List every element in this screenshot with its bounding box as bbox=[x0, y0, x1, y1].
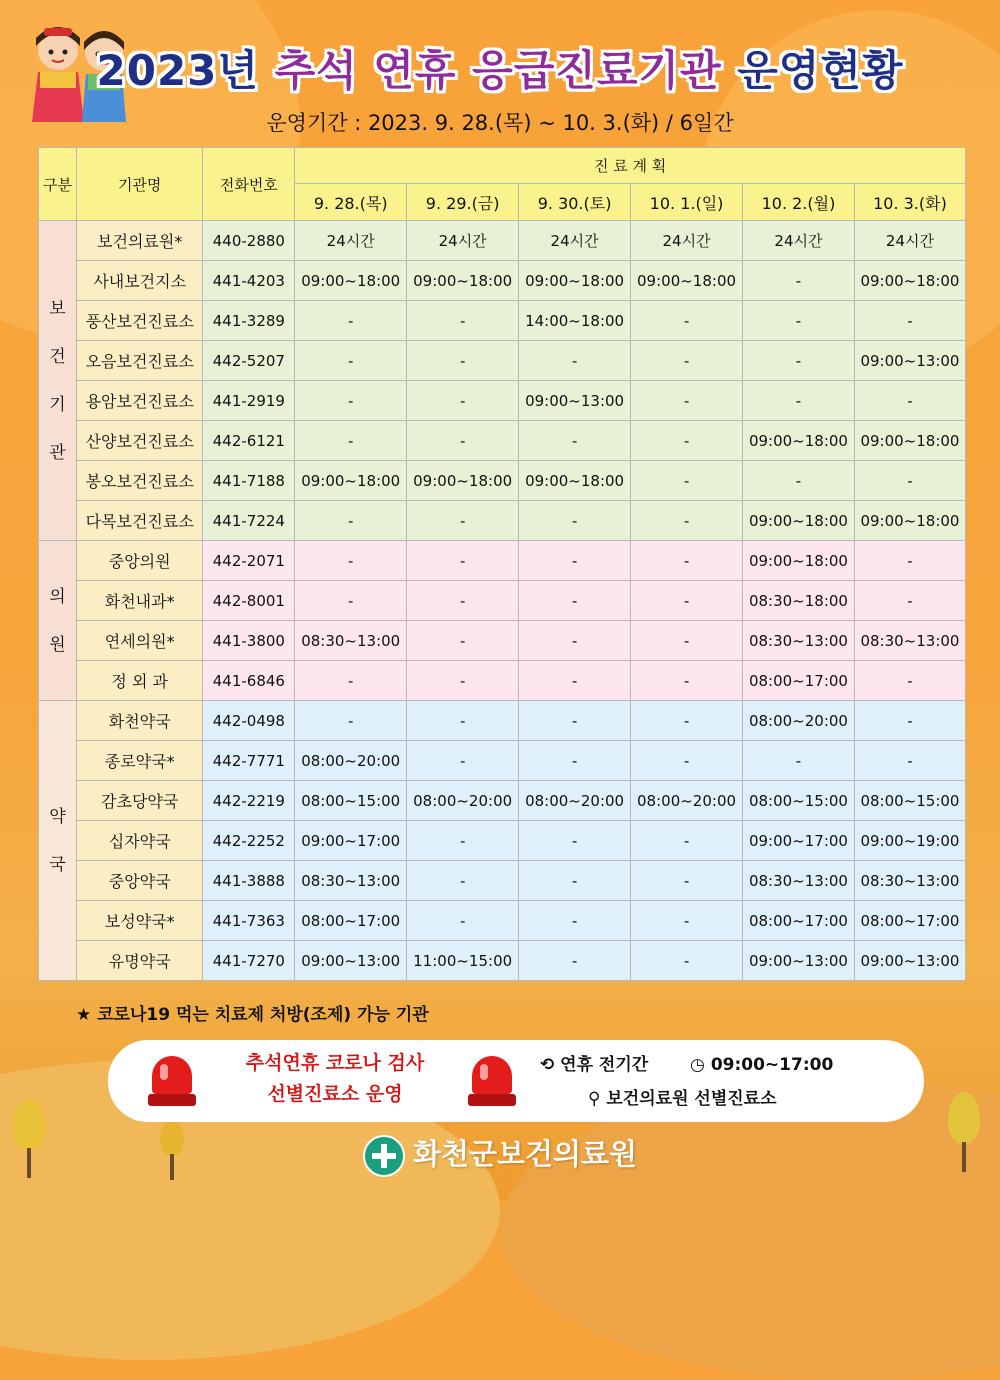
category-char: 국 bbox=[49, 854, 66, 875]
hours-cell: - bbox=[295, 421, 407, 461]
table-row bbox=[39, 461, 966, 501]
phone-number: 441-3888 bbox=[203, 861, 295, 901]
hours-cell: - bbox=[519, 661, 631, 701]
header-date: 10. 3.(화) bbox=[854, 184, 965, 221]
footer-org-name: 화천군보건의료원 bbox=[412, 1137, 638, 1171]
phone-number: 442-2252 bbox=[203, 821, 295, 861]
clock-icon: ◷ bbox=[690, 1055, 705, 1075]
institution-name: 화천약국 bbox=[76, 701, 203, 741]
banner-title-line1: 추석연휴 코로나 검사 bbox=[245, 1052, 425, 1074]
hours-cell: 24시간 bbox=[743, 221, 855, 261]
header-date: 9. 30.(토) bbox=[519, 184, 631, 221]
category-char: 약 bbox=[49, 806, 66, 827]
hill bbox=[500, 1080, 1000, 1380]
institution-name: 용암보건진료소 bbox=[76, 381, 203, 421]
hours-cell: - bbox=[743, 261, 855, 301]
institution-name: 산양보건진료소 bbox=[76, 421, 203, 461]
hours-cell: - bbox=[743, 381, 855, 421]
hours-cell: - bbox=[631, 941, 743, 981]
hours-cell: 08:30~13:00 bbox=[743, 621, 855, 661]
hours-cell: 08:00~17:00 bbox=[295, 901, 407, 941]
hours-cell: - bbox=[519, 541, 631, 581]
table-row bbox=[39, 221, 966, 261]
header-date: 10. 2.(월) bbox=[743, 184, 855, 221]
phone-number: 441-3289 bbox=[203, 301, 295, 341]
category-char: 기 bbox=[49, 394, 66, 415]
calendar-cycle-icon: ⟲ bbox=[540, 1055, 555, 1075]
hours-cell: 09:00~18:00 bbox=[295, 261, 407, 301]
table-row bbox=[39, 941, 966, 981]
hours-cell: - bbox=[631, 741, 743, 781]
hours-cell: 09:00~19:00 bbox=[854, 821, 965, 861]
hours-cell: 09:00~13:00 bbox=[743, 941, 855, 981]
hours-cell: - bbox=[631, 381, 743, 421]
institution-name: 화천내과* bbox=[76, 581, 203, 621]
hours-cell: 09:00~18:00 bbox=[743, 421, 855, 461]
category-cell bbox=[39, 701, 77, 981]
phone-number: 442-8001 bbox=[203, 581, 295, 621]
hours-cell: - bbox=[631, 501, 743, 541]
category-char: 건 bbox=[49, 346, 66, 367]
hours-cell: - bbox=[854, 581, 965, 621]
hours-cell: 09:00~18:00 bbox=[631, 261, 743, 301]
hours-cell: - bbox=[407, 741, 519, 781]
category-char: 원 bbox=[49, 634, 66, 655]
hours-cell: - bbox=[854, 461, 965, 501]
hours-cell: - bbox=[631, 541, 743, 581]
hours-cell: - bbox=[519, 581, 631, 621]
hours-cell: 08:30~13:00 bbox=[854, 621, 965, 661]
hours-cell: 09:00~18:00 bbox=[519, 461, 631, 501]
phone-number: 442-7771 bbox=[203, 741, 295, 781]
phone-number: 441-7188 bbox=[203, 461, 295, 501]
hours-cell: - bbox=[519, 901, 631, 941]
hours-cell: 08:00~20:00 bbox=[743, 701, 855, 741]
hours-cell: - bbox=[519, 621, 631, 661]
table-row bbox=[39, 581, 966, 621]
hours-cell: 08:00~15:00 bbox=[743, 781, 855, 821]
institution-name: 감초당약국 bbox=[76, 781, 203, 821]
hours-cell: - bbox=[631, 301, 743, 341]
phone-number: 441-7224 bbox=[203, 501, 295, 541]
hours-cell: - bbox=[743, 741, 855, 781]
hours-cell: 08:30~13:00 bbox=[295, 861, 407, 901]
header-phone: 전화번호 bbox=[203, 148, 295, 221]
institution-name: 풍산보건진료소 bbox=[76, 301, 203, 341]
hours-cell: - bbox=[407, 621, 519, 661]
header-plan: 진 료 계 획 bbox=[295, 148, 966, 184]
table-row bbox=[39, 421, 966, 461]
hours-cell: - bbox=[295, 341, 407, 381]
hours-cell: - bbox=[407, 861, 519, 901]
hours-cell: - bbox=[295, 501, 407, 541]
category-char: 보 bbox=[49, 298, 66, 319]
title-status: 운영현황 bbox=[737, 46, 904, 95]
hours-cell: - bbox=[743, 301, 855, 341]
institution-name: 종로약국* bbox=[76, 741, 203, 781]
hours-cell: 09:00~18:00 bbox=[743, 541, 855, 581]
hours-cell: - bbox=[519, 501, 631, 541]
hours-cell: - bbox=[854, 701, 965, 741]
map-pin-icon: ⚲ bbox=[588, 1089, 601, 1109]
hours-cell: 09:00~18:00 bbox=[743, 501, 855, 541]
banner-location: 보건의료원 선별진료소 bbox=[606, 1089, 777, 1109]
header-date: 9. 29.(금) bbox=[407, 184, 519, 221]
header-category: 구분 bbox=[39, 148, 77, 221]
page-title bbox=[0, 38, 1000, 98]
footer-org bbox=[0, 1132, 1000, 1177]
hours-cell: 08:00~17:00 bbox=[743, 901, 855, 941]
hours-cell: 24시간 bbox=[854, 221, 965, 261]
phone-number: 442-5207 bbox=[203, 341, 295, 381]
title-year: 2023년 bbox=[96, 46, 275, 95]
operation-period: 운영기간 : 2023. 9. 28.(목) ~ 10. 3.(화) / 6일간 bbox=[266, 111, 734, 135]
hours-cell: - bbox=[295, 661, 407, 701]
hours-cell: - bbox=[519, 341, 631, 381]
hours-cell: - bbox=[407, 381, 519, 421]
hours-cell: 09:00~18:00 bbox=[407, 261, 519, 301]
hours-cell: 08:00~17:00 bbox=[743, 661, 855, 701]
institution-name: 중앙의원 bbox=[76, 541, 203, 581]
hours-cell: 08:30~13:00 bbox=[743, 861, 855, 901]
table-row bbox=[39, 301, 966, 341]
hours-cell: 08:00~20:00 bbox=[631, 781, 743, 821]
hours-cell: 24시간 bbox=[295, 221, 407, 261]
table-row bbox=[39, 341, 966, 381]
hours-cell: - bbox=[519, 741, 631, 781]
category-char: 의 bbox=[49, 586, 66, 607]
hours-cell: 24시간 bbox=[631, 221, 743, 261]
hours-cell: 08:30~18:00 bbox=[743, 581, 855, 621]
hours-cell: - bbox=[743, 341, 855, 381]
table-row bbox=[39, 261, 966, 301]
hours-cell: - bbox=[407, 341, 519, 381]
table-row bbox=[39, 821, 966, 861]
institution-name: 정 외 과 bbox=[76, 661, 203, 701]
table-row bbox=[39, 621, 966, 661]
table-row bbox=[39, 861, 966, 901]
banner-title-line2: 선별진료소 운영 bbox=[267, 1083, 403, 1105]
hours-cell: 08:00~15:00 bbox=[295, 781, 407, 821]
hours-cell: 11:00~15:00 bbox=[407, 941, 519, 981]
hours-cell: 09:00~18:00 bbox=[854, 261, 965, 301]
hours-cell: 09:00~17:00 bbox=[295, 821, 407, 861]
phone-number: 442-0498 bbox=[203, 701, 295, 741]
hours-cell: - bbox=[631, 421, 743, 461]
hours-cell: - bbox=[519, 821, 631, 861]
hours-cell: 09:00~18:00 bbox=[854, 501, 965, 541]
table-row bbox=[39, 381, 966, 421]
phone-number: 442-2071 bbox=[203, 541, 295, 581]
institution-name: 다목보건진료소 bbox=[76, 501, 203, 541]
hours-cell: - bbox=[407, 701, 519, 741]
hours-cell: 09:00~17:00 bbox=[743, 821, 855, 861]
hours-cell: - bbox=[407, 421, 519, 461]
header-name: 기관명 bbox=[76, 148, 203, 221]
hours-cell: - bbox=[519, 861, 631, 901]
siren-icon bbox=[148, 1056, 196, 1108]
screening-clinic-banner bbox=[108, 1040, 924, 1122]
title-emergency: 응급진료기관 bbox=[472, 46, 738, 95]
hours-cell: 09:00~13:00 bbox=[854, 941, 965, 981]
hours-cell: - bbox=[743, 461, 855, 501]
hours-cell: 09:00~18:00 bbox=[295, 461, 407, 501]
hours-cell: 08:00~17:00 bbox=[854, 901, 965, 941]
hours-cell: - bbox=[295, 301, 407, 341]
banner-title bbox=[200, 1048, 470, 1110]
hours-cell: - bbox=[407, 581, 519, 621]
banner-period-label: 연휴 전기간 bbox=[560, 1055, 649, 1075]
hours-cell: - bbox=[407, 901, 519, 941]
institution-name: 보건의료원* bbox=[76, 221, 203, 261]
phone-number: 440-2880 bbox=[203, 221, 295, 261]
institution-name: 연세의원* bbox=[76, 621, 203, 661]
hours-cell: 08:00~20:00 bbox=[407, 781, 519, 821]
phone-number: 441-7363 bbox=[203, 901, 295, 941]
institution-name: 유명약국 bbox=[76, 941, 203, 981]
hours-cell: 08:30~13:00 bbox=[295, 621, 407, 661]
hours-cell: - bbox=[854, 541, 965, 581]
hours-cell: - bbox=[407, 501, 519, 541]
institution-name: 중앙약국 bbox=[76, 861, 203, 901]
hours-cell: - bbox=[519, 941, 631, 981]
table-row bbox=[39, 781, 966, 821]
hours-cell: 09:00~18:00 bbox=[854, 421, 965, 461]
hours-cell: 08:00~20:00 bbox=[519, 781, 631, 821]
hours-cell: - bbox=[519, 421, 631, 461]
hours-cell: 14:00~18:00 bbox=[519, 301, 631, 341]
category-cell bbox=[39, 541, 77, 701]
category-cell bbox=[39, 221, 77, 541]
phone-number: 441-7270 bbox=[203, 941, 295, 981]
institution-name: 십자약국 bbox=[76, 821, 203, 861]
hours-cell: - bbox=[631, 861, 743, 901]
hours-cell: 09:00~13:00 bbox=[854, 341, 965, 381]
hours-cell: - bbox=[295, 581, 407, 621]
hours-cell: - bbox=[407, 301, 519, 341]
hours-cell: - bbox=[295, 541, 407, 581]
institution-name: 오음보건진료소 bbox=[76, 341, 203, 381]
siren-icon bbox=[468, 1056, 516, 1108]
hours-cell: 08:00~20:00 bbox=[295, 741, 407, 781]
category-char: 관 bbox=[49, 442, 66, 463]
hours-cell: - bbox=[295, 381, 407, 421]
hours-cell: - bbox=[631, 661, 743, 701]
header-date: 10. 1.(일) bbox=[631, 184, 743, 221]
institution-name: 사내보건지소 bbox=[76, 261, 203, 301]
medical-cross-logo-icon bbox=[363, 1135, 405, 1177]
table-row bbox=[39, 661, 966, 701]
phone-number: 441-6846 bbox=[203, 661, 295, 701]
banner-hours: 09:00~17:00 bbox=[710, 1055, 834, 1075]
hours-cell: 24시간 bbox=[519, 221, 631, 261]
hours-cell: - bbox=[631, 581, 743, 621]
header-date: 9. 28.(목) bbox=[295, 184, 407, 221]
title-chuseok: 추석 연휴 bbox=[274, 46, 473, 95]
hours-cell: - bbox=[295, 701, 407, 741]
hours-cell: - bbox=[519, 701, 631, 741]
hours-cell: - bbox=[631, 821, 743, 861]
hours-cell: 08:00~15:00 bbox=[854, 781, 965, 821]
hours-cell: 08:30~13:00 bbox=[854, 861, 965, 901]
hours-cell: - bbox=[854, 741, 965, 781]
hours-cell: - bbox=[631, 341, 743, 381]
hours-cell: - bbox=[407, 821, 519, 861]
phone-number: 442-6121 bbox=[203, 421, 295, 461]
paxlovid-note: ★ 코로나19 먹는 치료제 처방(조제) 가능 기관 bbox=[76, 1005, 429, 1025]
hours-cell: - bbox=[631, 901, 743, 941]
hours-cell: 09:00~13:00 bbox=[519, 381, 631, 421]
hours-cell: - bbox=[631, 701, 743, 741]
hours-cell: - bbox=[407, 541, 519, 581]
hours-cell: - bbox=[854, 301, 965, 341]
hours-cell: - bbox=[854, 661, 965, 701]
hours-cell: 24시간 bbox=[407, 221, 519, 261]
hours-cell: - bbox=[854, 381, 965, 421]
institution-name: 보성약국* bbox=[76, 901, 203, 941]
hours-cell: 09:00~13:00 bbox=[295, 941, 407, 981]
phone-number: 441-4203 bbox=[203, 261, 295, 301]
hours-cell: - bbox=[407, 661, 519, 701]
hours-cell: 09:00~18:00 bbox=[519, 261, 631, 301]
phone-number: 441-2919 bbox=[203, 381, 295, 421]
phone-number: 442-2219 bbox=[203, 781, 295, 821]
table-row bbox=[39, 901, 966, 941]
table-row bbox=[39, 701, 966, 741]
institution-name: 봉오보건진료소 bbox=[76, 461, 203, 501]
table-row bbox=[39, 501, 966, 541]
phone-number: 441-3800 bbox=[203, 621, 295, 661]
table-row bbox=[39, 741, 966, 781]
hours-cell: - bbox=[631, 461, 743, 501]
table-row bbox=[39, 541, 966, 581]
hours-cell: 09:00~18:00 bbox=[407, 461, 519, 501]
emergency-schedule-table bbox=[38, 147, 966, 981]
hours-cell: - bbox=[631, 621, 743, 661]
